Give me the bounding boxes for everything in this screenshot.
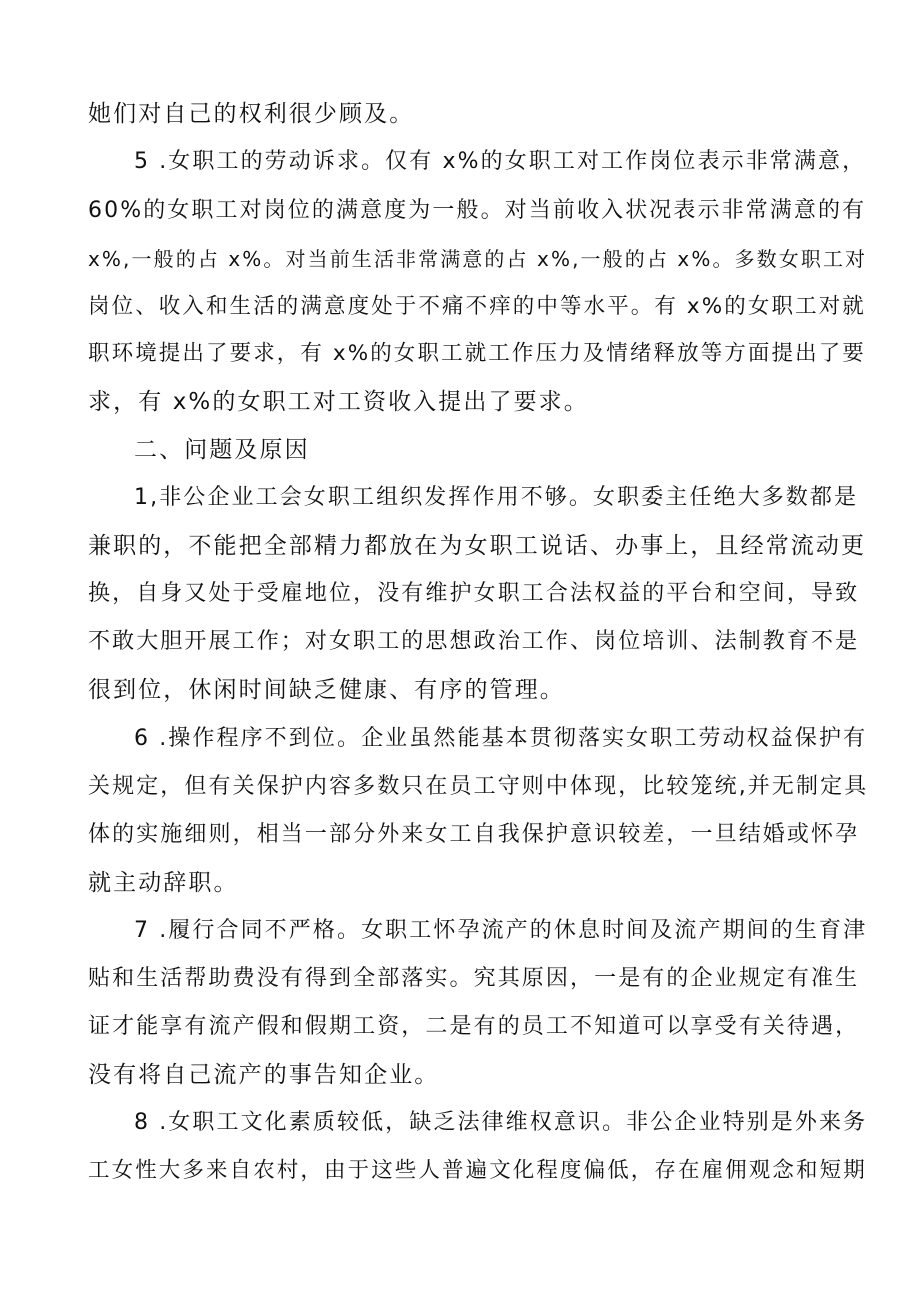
- text-line: 6 .操作程序不到位。企业虽然能基本贯彻落实女职工劳动权益保护有: [134, 726, 868, 751]
- text-line: 贴和生活帮助费没有得到全部落实。究其原因，一是有的企业规定有准生: [88, 966, 860, 991]
- text-line: 职环境提出了要求，有 x%的女职工就工作压力及情绪释放等方面提出了要: [88, 341, 866, 366]
- text-line: 换，自身又处于受雇地位，没有维护女职工合法权益的平台和空间，导致: [88, 581, 860, 606]
- section-heading: 二、问题及原因: [134, 437, 310, 463]
- text-line: 体的实施细则，相当一部分外来女工自我保护意识较差，一旦结婚或怀孕: [88, 822, 860, 847]
- text-line: 7 .履行合同不严格。女职工怀孕流产的休息时间及流产期间的生育津: [134, 918, 868, 943]
- text-line: 1,非公企业工会女职工组织发挥作用不够。女职委主任绝大多数都是: [134, 485, 859, 510]
- text-line: 不敢大胆开展工作；对女职工的思想政治工作、岗位培训、法制教育不是: [88, 629, 860, 654]
- text-line: 8 .女职工文化素质较低，缺乏法律维权意识。非公企业特别是外来务: [134, 1110, 868, 1135]
- text-line: 60%的女职工对岗位的满意度为一般。对当前收入状况表示非常满意的有: [88, 198, 867, 223]
- text-line: 求，有 x%的女职工对工资收入提出了要求。: [88, 389, 589, 415]
- text-line: 关规定，但有关保护内容多数只在员工守则中体现，比较笼统,并无制定具: [88, 774, 869, 799]
- text-line: 工女性大多来自农村，由于这些人普遍文化程度偏低，存在雇佣观念和短期: [88, 1158, 867, 1183]
- text-line: 5 .女职工的劳动诉求。仅有 x%的女职工对工作岗位表示非常满意，: [134, 149, 867, 174]
- text-line: 没有将自己流产的事告知企业。: [88, 1062, 440, 1088]
- text-line: 岗位、收入和生活的满意度处于不痛不痒的中等水平。有 x%的女职工对就: [88, 294, 866, 319]
- text-line: 证才能享有流产假和假期工资，二是有的员工不知道可以享受有关待遇，: [88, 1014, 860, 1039]
- text-line: x%,一般的占 x%。对当前生活非常满意的占 x%,一般的占 x%。多数女职工对: [88, 247, 868, 271]
- text-line: 就主动辞职。: [88, 870, 239, 896]
- text-line: 兼职的，不能把全部精力都放在为女职工说话、办事上，且经常流动更: [88, 533, 867, 559]
- text-line: 她们对自己的权利很少顾及。: [88, 101, 415, 127]
- text-line: 很到位，休闲时间缺乏健康、有序的管理。: [88, 677, 565, 703]
